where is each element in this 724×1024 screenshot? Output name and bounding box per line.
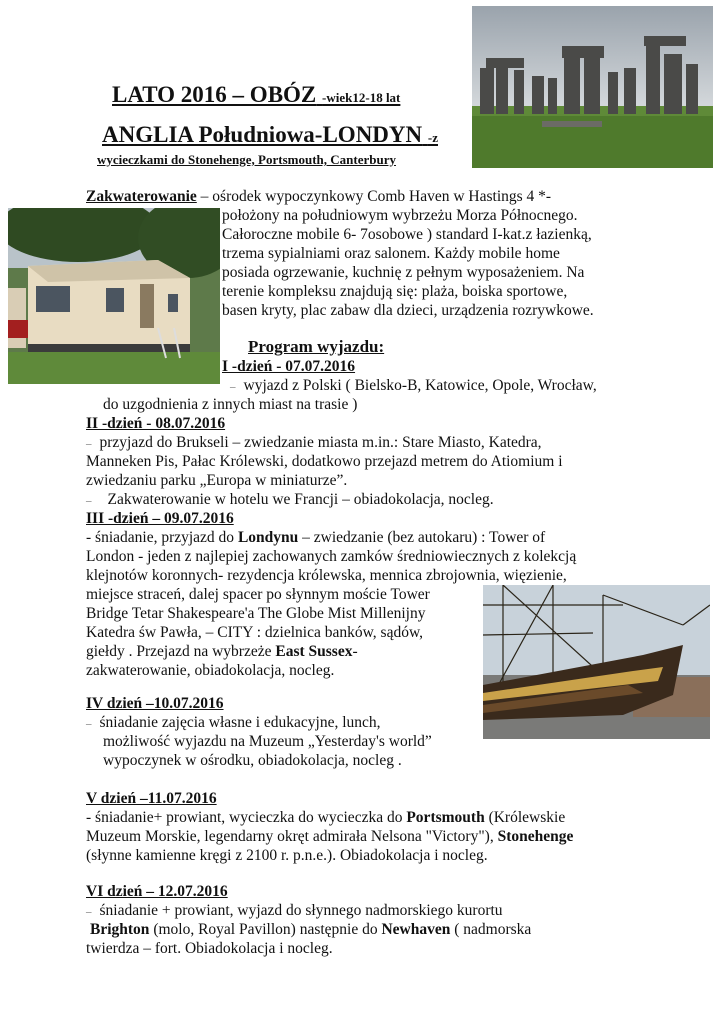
accommodation-line-3: Całoroczne mobile 6- 7osobowe ) standard I-kat.z łazienką,: [222, 226, 592, 243]
bullet-dash: –: [230, 381, 236, 393]
day-3-line-8: zakwaterowanie, obiadokolacja, nocleg.: [86, 662, 335, 679]
day-3-text: -: [352, 643, 358, 660]
day-5-text: Muzeum Morskie, legendarny okręt admirała Nelsona "Victory"),: [86, 828, 498, 845]
day-2-line-1: [86, 433, 542, 454]
accommodation-line-5: posiada ogrzewanie, kuchnię z pełnym wyposażeniem. Na: [222, 264, 585, 281]
accommodation-line-6: terenie kompleksu znajdują się: plaża, boiska sportowe,: [222, 283, 568, 300]
day-5-text: - śniadanie+ prowiant, wycieczka do wycieczka do: [86, 809, 407, 826]
ship-photo: [483, 585, 710, 739]
title-age: -wiek12-18 lat: [322, 90, 401, 105]
day-5-text: (Królewskie: [484, 809, 566, 826]
bullet-dash: –: [86, 495, 92, 507]
day-6-line-1: [86, 901, 503, 922]
day-4-heading: IV dzień –10.07.2016: [86, 695, 224, 712]
accommodation-label: Zakwaterowanie: [86, 188, 197, 205]
day-5-line-2: [86, 827, 573, 846]
day-4-line-2: możliwość wyjazdu na Muzeum „Yesterday's world”: [103, 733, 432, 750]
stonehenge-photo: [472, 6, 713, 168]
title-main: LATO 2016 – OBÓZ: [112, 82, 317, 107]
day-3-line-3: klejnotów koronnych- rezydencja królewska, mennica zbrojownia, więzienie,: [86, 567, 567, 584]
accommodation-line-4: trzema sypialniami oraz salonem. Każdy mobile home: [222, 245, 560, 262]
excursions-subtitle: wycieczkami do Stonehenge, Portsmouth, Canterbury: [97, 152, 396, 167]
day-4-line-3: wypoczynek w ośrodku, obiadokolacja, nocleg .: [103, 752, 402, 769]
day-2-heading: II -dzień - 08.07.2016: [86, 415, 226, 432]
day-2-text: Zakwaterowanie w hotelu we Francji – obiadokolacja, nocleg.: [107, 491, 494, 508]
day-6-text: ( nadmorska: [450, 921, 532, 938]
accommodation-line-2: położony na południowym wybrzeżu Morza Północnego.: [222, 207, 578, 224]
day-5-portsmouth: Portsmouth: [406, 809, 485, 826]
day-5-line-3: (słynne kamienne kręgi z 2100 r. p.n.e.). Obiadokolacja i nocleg.: [86, 847, 488, 864]
day-3-text: giełdy . Przejazd na wybrzeże: [86, 643, 276, 660]
day-3-text: - śniadanie, przyjazd do: [86, 529, 238, 546]
destination-title: [102, 122, 438, 148]
day-3-text: – zwiedzanie (bez autokaru) : Tower of: [298, 529, 546, 546]
day-3-east-sussex: East Sussex: [275, 643, 353, 660]
bullet-dash: –: [86, 438, 92, 450]
day-3-line-4: miejsce straceń, dalej spacer po słynnym moście Tower: [86, 586, 430, 603]
day-5-heading: V dzień –11.07.2016: [86, 790, 217, 807]
day-3-line-2: London - jeden z najlepiej zachowanych zamków średniowiecznych z kolekcją: [86, 548, 577, 565]
day-1-text: wyjazd z Polski ( Bielsko-B, Katowice, Opole, Wrocław,: [243, 377, 597, 394]
day-4-line-1: [86, 713, 381, 734]
destination-suffix: -z: [427, 130, 438, 145]
day-3-line-5: Bridge Tetar Shakespeare'a The Globe Mist Millenijny: [86, 605, 426, 622]
day-1-line-2: do uzgodnienia z innych miast na trasie ): [103, 396, 358, 413]
day-3-line-6: Katedra św Pawła, – CITY : dzielnica banków, sądów,: [86, 624, 424, 641]
day-4-text: śniadanie zajęcia własne i edukacyjne, lunch,: [99, 714, 381, 731]
accommodation-line-7: basen kryty, plac zabaw dla dzieci, urządzenia rozrywkowe.: [222, 302, 594, 319]
day-6-text: (molo, Royal Pavillon) następnie do: [149, 921, 382, 938]
day-3-line-7: [86, 642, 358, 661]
day-3-line-1: [86, 528, 545, 547]
day-6-heading: VI dzień – 12.07.2016: [86, 883, 228, 900]
mobile-home-photo: [8, 208, 220, 384]
day-2-line-2: Manneken Pis, Pałac Królewski, dodatkowo przejazd metrem do Atiomium i: [86, 453, 563, 470]
bullet-dash: –: [86, 718, 92, 730]
day-6-text: śniadanie + prowiant, wyjazd do słynnego nadmorskiego kurortu: [99, 902, 503, 919]
accommodation-text: – ośrodek wypoczynkowy Comb Haven w Hastings 4 *-: [196, 188, 552, 205]
bullet-dash: –: [86, 906, 92, 918]
day-6-line-3: twierdza – fort. Obiadokolacja i nocleg.: [86, 940, 333, 957]
day-2-text: przyjazd do Brukseli – zwiedzanie miasta m.in.: Stare Miasto, Katedra,: [99, 434, 542, 451]
day-1-heading: I -dzień - 07.07.2016: [222, 358, 356, 375]
day-3-london: Londynu: [237, 529, 299, 546]
day-6-line-2: [90, 920, 531, 939]
accommodation-line-1: [86, 187, 551, 206]
day-5-line-1: [86, 808, 565, 827]
program-heading: Program wyjazdu:: [248, 337, 385, 356]
day-5-stonehenge: Stonehenge: [497, 828, 574, 845]
destination-text: ANGLIA Południowa-LONDYN: [102, 122, 423, 147]
day-3-heading: III -dzień – 09.07.2016: [86, 510, 234, 527]
day-1-line-1: [230, 376, 597, 397]
day-6-newhaven: Newhaven: [381, 921, 451, 938]
day-2-line-3: zwiedzaniu parku „Europa w miniaturze”.: [86, 472, 348, 489]
day-6-brighton: Brighton: [90, 921, 150, 938]
page-title: [112, 82, 400, 108]
day-2-line-4: [86, 490, 494, 511]
